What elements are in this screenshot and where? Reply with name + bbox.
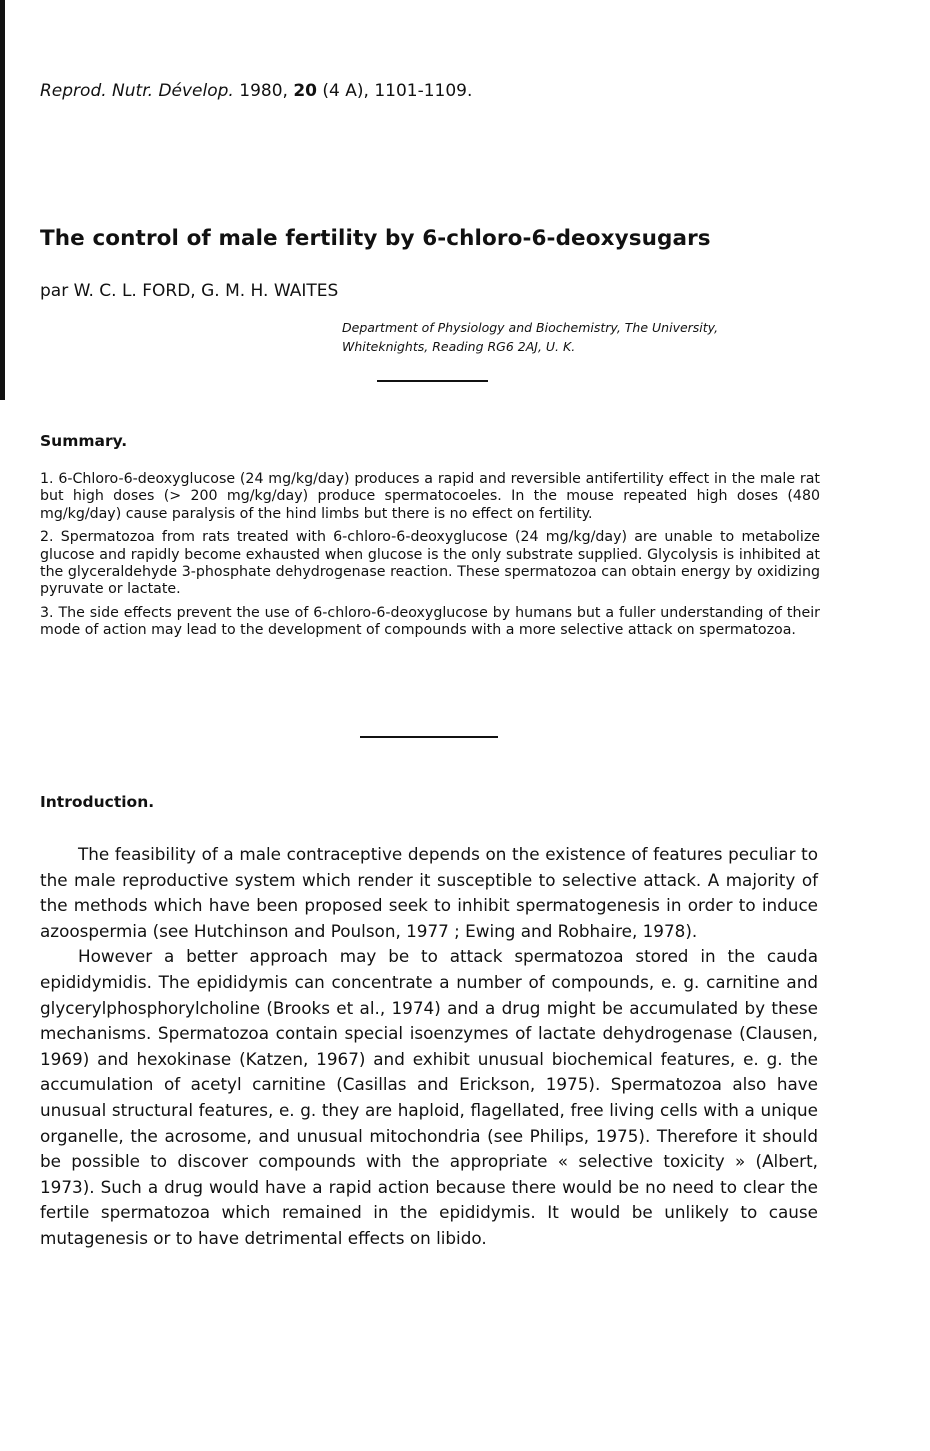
introduction-paragraph-1: The feasibility of a male contraceptive depends on the existence of features peculiar to the male reproductive system which render it susceptible to selective attack. A majority of the methods which have been proposed seek to inhibit spermatogenesis in order to induce azoospermia (see Hutchinson and Poulson, 1977 ; Ewing and Robhaire, 1978). [40, 844, 818, 941]
journal-issue-pages: (4 A), 1101-1109. [322, 81, 473, 101]
article-title: The control of male fertility by 6-chloro-6-deoxysugars [40, 226, 711, 251]
affiliation-line-2: Whiteknights, Reading RG6 2AJ, U. K. [342, 339, 576, 354]
summary-heading: Summary. [40, 432, 128, 450]
scan-edge-bar [0, 0, 5, 400]
journal-volume: 20 [293, 81, 317, 101]
journal-name: Reprod. Nutr. Dévelop. [40, 81, 234, 101]
author-affiliation [342, 318, 718, 356]
separator-rule-top [377, 380, 488, 382]
journal-year: 1980, [239, 81, 288, 101]
introduction-paragraph-2: However a better approach may be to attack spermatozoa stored in the cauda epididymidis. The epididymis can concentrate a number of compounds, e. g. carnitine and glycerylphosphorylcholine (Brooks et al., 1974) and a drug might be accumulated by these mechanisms. Spermatozoa contain special isoenzymes of lactate dehydrogenase (Clausen, 1969) and hexokinase (Katzen, 1967) and exhibit unusual biochemical features, e. g. the accumulation of acetyl carnitine (Casillas and Erickson, 1975). Spermatozoa also have unusual structural features, e. g. they are haploid, flagellated, free living cells with a unique organelle, the acrosome, and unusual mitochondria (see Philips, 1975). Therefore it should be possible to discover compounds with the appropriate « selective toxicity » (Albert, 1973). Such a drug would have a rapid action because there would be no need to clear the fertile spermatozoa which remained in the epididymis. It would be unlikely to cause mutagenesis or to have detrimental effects on libido. [40, 946, 818, 1248]
summary-paragraph-2: 2. Spermatozoa from rats treated with 6-chloro-6-deoxyglucose (24 mg/kg/day) are unable to metabolize glucose and rapidly become exhausted when glucose is the only substrate supplied. Glycolysis is inhibited at the glyceraldehyde 3-phosphate dehydrogenase reaction. These spermatozoa can obtain energy by oxidizing pyruvate or lactate. [40, 529, 820, 598]
journal-citation [40, 81, 472, 101]
affiliation-line-1: Department of Physiology and Biochemistry, The University, [342, 320, 719, 335]
summary-section [40, 471, 820, 646]
separator-rule-bottom [360, 736, 498, 738]
summary-paragraph-3: 3. The side effects prevent the use of 6-chloro-6-deoxyglucose by humans but a fuller understanding of their mode of action may lead to the development of compounds with a more selective attack on spermatozoa. [40, 604, 820, 639]
article-authors: par W. C. L. FORD, G. M. H. WAITES [40, 281, 339, 301]
introduction-heading: Introduction. [40, 793, 155, 811]
introduction-section [40, 842, 818, 1252]
summary-paragraph-1: 1. 6-Chloro-6-deoxyglucose (24 mg/kg/day) produces a rapid and reversible antifertility effect in the male rat but high doses (> 200 mg/kg/day) produce spermatocoeles. In the mouse repeated high doses (480 mg/kg/day) cause paralysis of the hind limbs but there is no effect on fertility. [40, 471, 820, 522]
